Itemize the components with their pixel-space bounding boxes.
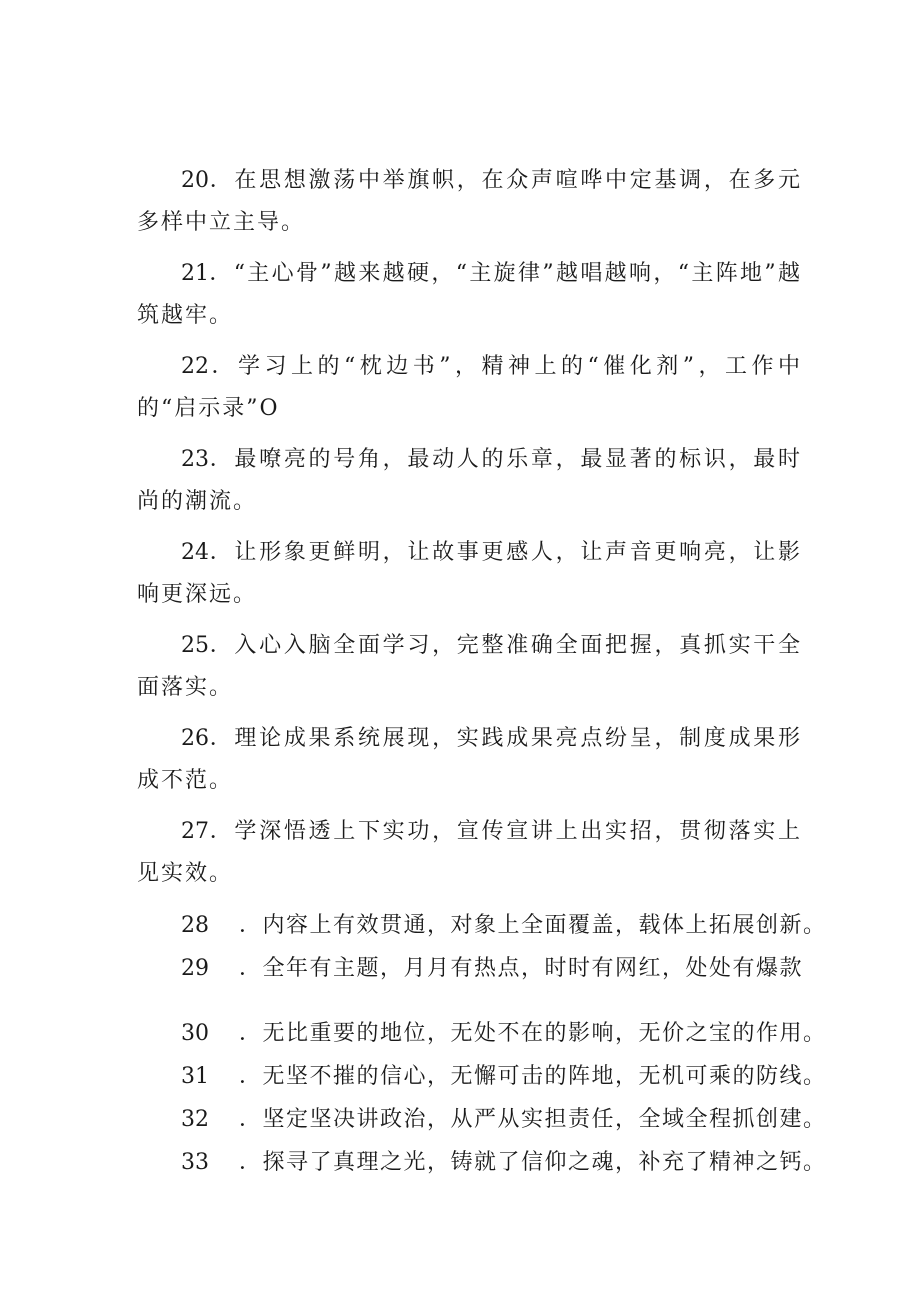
list-item-20 <box>137 160 802 244</box>
list-item-25 <box>137 625 802 709</box>
item-text: ．理论成果系统展现，实践成果亮点纷呈，制度成果形成不范。 <box>137 726 802 793</box>
item-number: 33 <box>181 1150 209 1175</box>
item-number: 21 <box>181 261 209 286</box>
list-item-29 <box>137 947 802 990</box>
item-number: 30 <box>181 1021 209 1046</box>
list-item-22 <box>137 346 802 430</box>
item-text: ．让形象更鲜明，让故事更感人，让声音更响亮，让影响更深远。 <box>137 540 802 607</box>
item-number: 24 <box>181 540 209 565</box>
item-text: ．无坚不摧的信心，无懈可击的阵地，无机可乘的防线。 <box>239 1064 827 1089</box>
item-number: 22 <box>181 354 209 379</box>
item-text: ．无比重要的地位，无处不在的影响，无价之宝的作用。 <box>239 1021 827 1046</box>
item-number: 25 <box>181 633 209 658</box>
item-number: 32 <box>181 1107 209 1132</box>
item-number: 26 <box>181 726 209 751</box>
list-item-21 <box>137 253 802 337</box>
item-text: ．探寻了真理之光，铸就了信仰之魂，补充了精神之钙。 <box>239 1150 827 1175</box>
item-text: ．“主心骨”越来越硬，“主旋律”越唱越响，“主阵地”越筑越牢。 <box>137 261 802 328</box>
item-number: 20 <box>181 168 209 193</box>
list-item-26 <box>137 718 802 802</box>
list-item-33 <box>137 1141 827 1184</box>
item-text: ．入心入脑全面学习，完整准确全面把握，真抓实干全面落实。 <box>137 633 802 700</box>
list-item-28 <box>137 904 827 947</box>
item-number: 23 <box>181 447 209 472</box>
item-text: ．学习上的“枕边书”，精神上的“催化剂”，工作中的“启示录”O <box>137 354 802 421</box>
item-number: 28 <box>181 913 209 938</box>
list-item-32 <box>137 1098 827 1141</box>
item-text: ．坚定坚决讲政治，从严从实担责任，全域全程抓创建。 <box>239 1107 827 1132</box>
item-number: 29 <box>181 956 209 981</box>
item-text: ．最嘹亮的号角，最动人的乐章，最显著的标识，最时尚的潮流。 <box>137 447 802 514</box>
item-text: ．全年有主题，月月有热点，时时有网红，处处有爆款 <box>239 956 804 981</box>
item-number: 31 <box>181 1064 209 1089</box>
list-item-27 <box>137 811 802 895</box>
item-text: ．内容上有效贯通，对象上全面覆盖，载体上拓展创新。 <box>239 913 827 938</box>
list-item-30 <box>137 1012 827 1055</box>
item-text: ．学深悟透上下实功，宣传宣讲上出实招，贯彻落实上见实效。 <box>137 819 802 886</box>
list-item-24 <box>137 532 802 616</box>
list-item-23 <box>137 439 802 523</box>
document-body <box>137 160 827 1184</box>
item-text: ．在思想激荡中举旗帜，在众声喧哗中定基调，在多元多样中立主导。 <box>137 168 802 235</box>
item-number: 27 <box>181 819 209 844</box>
list-item-31 <box>137 1055 827 1098</box>
